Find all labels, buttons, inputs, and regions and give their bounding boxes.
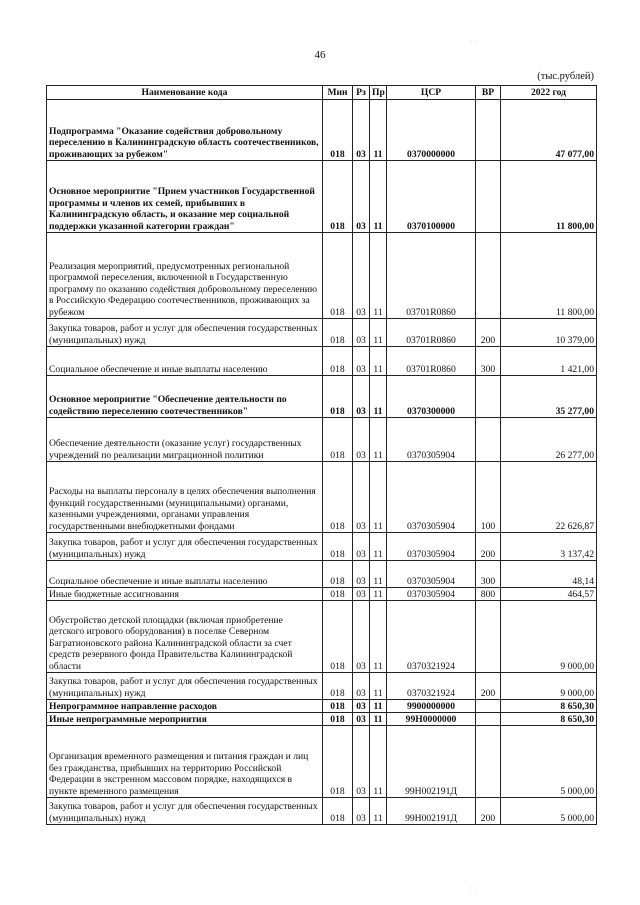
cell-vr [476, 418, 501, 462]
cell-name: Подпрограмма "Оказание содействия добровольному переселению в Калининградскую область соотечественников, проживающих за рубежом" [47, 100, 323, 161]
cell-pr: 11 [370, 100, 387, 161]
cell-rz: 03 [353, 673, 370, 700]
cell-amount: 464,57 [501, 588, 597, 601]
cell-amount: 10 379,00 [501, 319, 597, 347]
cell-name: Обеспечение деятельности (оказание услуг) государственных учреждений по реализации миграционной политики [47, 418, 323, 462]
table-row [47, 588, 597, 601]
cell-pr: 11 [370, 561, 387, 588]
unit-note: (тыс.рублей) [537, 71, 594, 82]
cell-amount: 8 650,30 [501, 700, 597, 713]
cell-min: 018 [323, 161, 353, 233]
cell-name: Закупка товаров, работ и услуг для обеспечения государственных (муниципальных) нужд [47, 798, 323, 825]
cell-vr [476, 700, 501, 713]
cell-csr: 0370305904 [387, 588, 476, 601]
cell-amount: 22 626,87 [501, 462, 597, 533]
cell-name: Непрограммное направление расходов [47, 700, 323, 713]
cell-amount: 1 421,00 [501, 347, 597, 376]
cell-min: 018 [323, 713, 353, 726]
cell-vr: 200 [476, 673, 501, 700]
cell-min: 018 [323, 347, 353, 376]
cell-name: Социальное обеспечение и иные выплаты населению [47, 347, 323, 376]
cell-csr: 0370321924 [387, 673, 476, 700]
table-row [47, 700, 597, 713]
cell-name: Основное мероприятие "Обеспечение деятельности по содействию переселению соотечественников" [47, 376, 323, 418]
table-row [47, 601, 597, 673]
cell-amount: 47 077,00 [501, 100, 597, 161]
cell-vr [476, 726, 501, 798]
cell-min: 018 [323, 462, 353, 533]
cell-amount: 8 650,30 [501, 713, 597, 726]
cell-name: Обустройство детской площадки (включая приобретение детского игрового оборудования) в поселке Северном Багратионовского района Калининградской области за счет средств резервного фонда Правительства Калининградской области [47, 601, 323, 673]
cell-amount: 11 800,00 [501, 233, 597, 319]
cell-rz: 03 [353, 418, 370, 462]
scan-artifact: · · [470, 38, 478, 47]
cell-amount: 5 000,00 [501, 798, 597, 825]
table-row [47, 418, 597, 462]
cell-vr [476, 233, 501, 319]
cell-csr: 0370305904 [387, 462, 476, 533]
cell-name: Закупка товаров, работ и услуг для обеспечения государственных (муниципальных) нужд [47, 319, 323, 347]
header-csr: ЦСР [387, 86, 476, 100]
table-row [47, 713, 597, 726]
table-row [47, 726, 597, 798]
cell-min: 018 [323, 561, 353, 588]
cell-csr: 03701R0860 [387, 233, 476, 319]
table-row [47, 673, 597, 700]
table-row [47, 100, 597, 161]
cell-name: Закупка товаров, работ и услуг для обеспечения государственных (муниципальных) нужд [47, 673, 323, 700]
cell-pr: 11 [370, 673, 387, 700]
cell-csr: 0370305904 [387, 418, 476, 462]
header-vr: ВР [476, 86, 501, 100]
cell-min: 018 [323, 418, 353, 462]
cell-pr: 11 [370, 713, 387, 726]
cell-rz: 03 [353, 533, 370, 561]
table-row [47, 376, 597, 418]
cell-vr [476, 713, 501, 726]
table-row [47, 319, 597, 347]
table-row [47, 561, 597, 588]
table-header-row [47, 86, 597, 100]
cell-pr: 11 [370, 233, 387, 319]
cell-vr: 200 [476, 533, 501, 561]
cell-vr [476, 100, 501, 161]
cell-min: 018 [323, 100, 353, 161]
cell-csr: 0370100000 [387, 161, 476, 233]
cell-rz: 03 [353, 561, 370, 588]
cell-min: 018 [323, 319, 353, 347]
table-row [47, 233, 597, 319]
cell-pr: 11 [370, 533, 387, 561]
header-name: Наименование кода [47, 86, 323, 100]
cell-csr: 0370321924 [387, 601, 476, 673]
cell-pr: 11 [370, 588, 387, 601]
cell-vr: 300 [476, 561, 501, 588]
cell-pr: 11 [370, 798, 387, 825]
cell-name: Расходы на выплаты персоналу в целях обеспечения выполнения функций государственными (муниципальными) органами, казенными учреждениями, органами управления государственными внебюджетными фондами [47, 462, 323, 533]
cell-vr: 200 [476, 798, 501, 825]
table-row [47, 798, 597, 825]
cell-rz: 03 [353, 798, 370, 825]
cell-csr: 0370305904 [387, 561, 476, 588]
header-year: 2022 год [501, 86, 597, 100]
cell-csr: 99Н002191Д [387, 726, 476, 798]
cell-csr: 03701R0860 [387, 347, 476, 376]
cell-pr: 11 [370, 601, 387, 673]
cell-pr: 11 [370, 376, 387, 418]
cell-vr [476, 376, 501, 418]
cell-pr: 11 [370, 319, 387, 347]
cell-rz: 03 [353, 347, 370, 376]
cell-min: 018 [323, 588, 353, 601]
cell-amount: 11 800,00 [501, 161, 597, 233]
cell-name: Иные непрограммные мероприятия [47, 713, 323, 726]
cell-rz: 03 [353, 161, 370, 233]
cell-pr: 11 [370, 462, 387, 533]
cell-min: 018 [323, 700, 353, 713]
cell-name: Основное мероприятие "Прием участников Государственной программы и членов их семей, прибывших в Калининградскую область, и оказание мер социальной поддержки указанной категории граждан" [47, 161, 323, 233]
cell-csr: 0370000000 [387, 100, 476, 161]
header-pr: Пр [370, 86, 387, 100]
cell-csr: 99Н002191Д [387, 798, 476, 825]
cell-rz: 03 [353, 233, 370, 319]
cell-rz: 03 [353, 462, 370, 533]
cell-min: 018 [323, 726, 353, 798]
table-row [47, 462, 597, 533]
header-rz: Рз [353, 86, 370, 100]
cell-amount: 9 000,00 [501, 673, 597, 700]
cell-rz: 03 [353, 601, 370, 673]
page-number: 46 [314, 49, 326, 61]
cell-vr [476, 601, 501, 673]
cell-pr: 11 [370, 347, 387, 376]
cell-pr: 11 [370, 726, 387, 798]
cell-amount: 5 000,00 [501, 726, 597, 798]
table-body [47, 100, 597, 825]
cell-amount: 3 137,42 [501, 533, 597, 561]
cell-rz: 03 [353, 700, 370, 713]
cell-vr [476, 161, 501, 233]
cell-rz: 03 [353, 376, 370, 418]
cell-vr: 100 [476, 462, 501, 533]
cell-amount: 35 277,00 [501, 376, 597, 418]
cell-min: 018 [323, 673, 353, 700]
cell-min: 018 [323, 376, 353, 418]
cell-csr: 0370300000 [387, 376, 476, 418]
cell-name: Социальное обеспечение и иные выплаты населению [47, 561, 323, 588]
cell-amount: 26 277,00 [501, 418, 597, 462]
cell-min: 018 [323, 533, 353, 561]
cell-amount: 48,14 [501, 561, 597, 588]
cell-name: Организация временного размещения и питания граждан и лиц без гражданства, прибывших на территорию Российской Федерации в экстренном массовом порядке, находящихся в пункте временного размещения [47, 726, 323, 798]
table-row [47, 161, 597, 233]
cell-rz: 03 [353, 100, 370, 161]
cell-name: Реализация мероприятий, предусмотренных региональной программой переселения, включенной в Государственную программу по оказанию содействия добровольному переселению в Российскую Федерацию соотечественников, проживающих за рубежом [47, 233, 323, 319]
cell-pr: 11 [370, 418, 387, 462]
cell-rz: 03 [353, 713, 370, 726]
cell-rz: 03 [353, 726, 370, 798]
cell-amount: 9 000,00 [501, 601, 597, 673]
cell-min: 018 [323, 798, 353, 825]
header-min: Мин [323, 86, 353, 100]
cell-rz: 03 [353, 588, 370, 601]
cell-csr: 99Н0000000 [387, 713, 476, 726]
budget-table [46, 85, 597, 825]
cell-min: 018 [323, 601, 353, 673]
table-row [47, 347, 597, 376]
table-row [47, 533, 597, 561]
cell-vr: 300 [476, 347, 501, 376]
cell-csr: 0370305904 [387, 533, 476, 561]
scan-artifact: · · [470, 884, 478, 893]
cell-min: 018 [323, 233, 353, 319]
cell-csr: 9900000000 [387, 700, 476, 713]
cell-csr: 03701R0860 [387, 319, 476, 347]
cell-vr: 800 [476, 588, 501, 601]
cell-rz: 03 [353, 319, 370, 347]
cell-pr: 11 [370, 161, 387, 233]
cell-name: Закупка товаров, работ и услуг для обеспечения государственных (муниципальных) нужд [47, 533, 323, 561]
cell-name: Иные бюджетные ассигнования [47, 588, 323, 601]
cell-pr: 11 [370, 700, 387, 713]
cell-vr: 200 [476, 319, 501, 347]
